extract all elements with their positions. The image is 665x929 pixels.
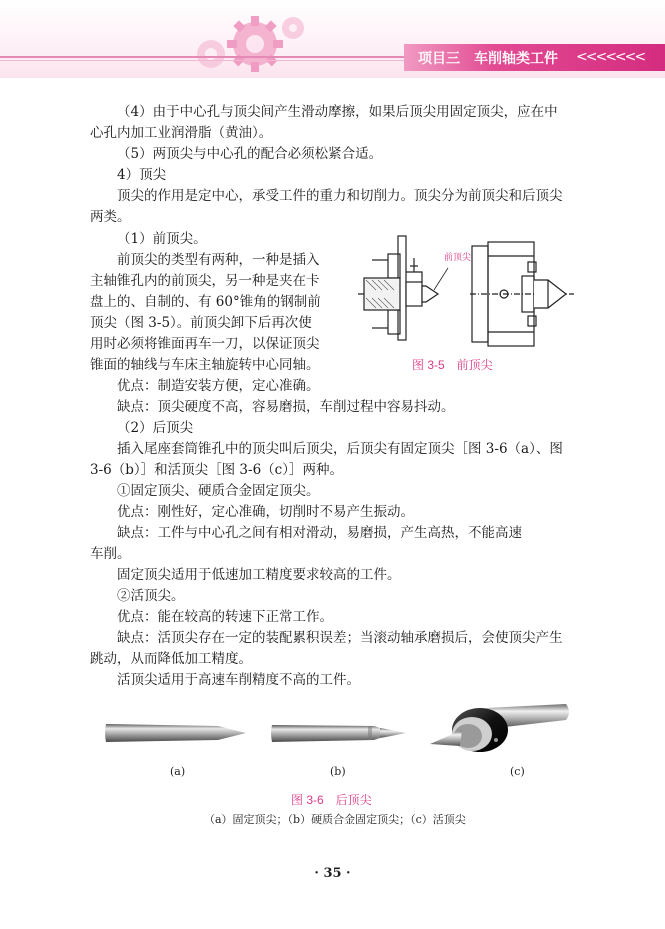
- heading-rear-center: （2）后顶尖: [117, 420, 194, 436]
- front-text-line2: 主轴锥孔内的前顶尖，另一种是夹在卡: [90, 273, 320, 289]
- live-disadvantages-line2: 跳动，从而降低加工精度。: [90, 651, 252, 667]
- center-intro-line1: 顶尖的作用是定中心，承受工件的重力和切削力。顶尖分为前顶尖和后顶尖: [117, 188, 563, 204]
- live-disadvantages-line1: 缺点：活顶尖存在一定的装配累积误差；当滚动轴承磨损后，会使顶尖产生: [117, 630, 563, 646]
- paragraph-5: （5）两顶尖与中心孔的配合必须松紧合适。: [117, 146, 383, 162]
- figure-3-5-callout: 前顶尖: [444, 252, 472, 262]
- figure-3-6-caption: 图 3-6 后顶尖: [291, 793, 372, 807]
- front-text-line4: 顶尖（图 3-5）。前顶尖卸下后再次使: [90, 315, 312, 331]
- heading-4-center: 4）顶尖: [117, 167, 167, 183]
- front-text-line6: 锥面的轴线与车床主轴旋转中心同轴。: [90, 357, 320, 373]
- rear-intro-line2: 3-6（b）］和活顶尖［图 3-6（c）］两种。: [90, 462, 343, 478]
- figure-3-6-label-c: (c): [510, 765, 525, 778]
- front-text-line1: 前顶尖的类型有两种，一种是插入: [117, 252, 320, 268]
- center-intro-line2: 两类。: [90, 209, 131, 225]
- live-center-photo: [430, 704, 569, 752]
- live-advantages: 优点：能在较高的转速下正常工作。: [117, 609, 333, 625]
- page-number: · 35 ·: [314, 866, 351, 881]
- figure-3-6-label-a: (a): [170, 765, 186, 778]
- gear-decoration-icon: [185, 4, 315, 76]
- paragraph-4-line2: 心孔内加工业润滑脂（黄油）。: [90, 125, 273, 141]
- project-number: 项目三: [418, 50, 460, 66]
- fixed-center-photo: [105, 724, 246, 742]
- chevrons-decoration: <<<<<<<: [576, 49, 645, 65]
- front-disadvantages: 缺点：顶尖硬度不高，容易磨损，车削过程中容易抖动。: [117, 399, 455, 415]
- front-text-line5: 用时必须将锥面再车一刀，以保证顶尖: [90, 336, 320, 352]
- figure-3-6-photos: [100, 702, 580, 764]
- front-advantages: 优点：制造安装方便，定心准确。: [117, 378, 320, 394]
- figure-3-6-label-b: (b): [330, 765, 346, 778]
- fixed-disadvantages-line2: 车削。: [90, 546, 131, 562]
- header-rule-thin: [0, 60, 420, 61]
- carbide-center-photo: [271, 725, 406, 742]
- heading-fixed-center: ①固定顶尖、硬质合金固定顶尖。: [117, 483, 320, 499]
- figure-3-5-drawing: [352, 232, 578, 347]
- figure-3-5-caption: 图 3-5 前顶尖: [412, 358, 493, 372]
- rear-intro-line1: 插入尾座套筒锥孔中的顶尖叫后顶尖，后顶尖有固定顶尖［图 3-6（a）、图: [117, 441, 563, 457]
- fixed-advantages: 优点：刚性好，定心准确，切削时不易产生振动。: [117, 504, 414, 520]
- fixed-usage: 固定顶尖适用于低速加工精度要求较高的工件。: [117, 567, 401, 583]
- chapter-title: [418, 47, 558, 69]
- heading-front-center: （1）前顶尖。: [117, 231, 207, 247]
- front-text-line3: 盘上的、自制的、有 60°锥角的钢制前: [90, 294, 321, 310]
- project-title: 车削轴类工件: [474, 50, 558, 66]
- heading-live-center: ②活顶尖。: [117, 588, 185, 604]
- figure-3-6-subcaption: （a）固定顶尖；（b）硬质合金固定顶尖；（c）活顶尖: [204, 813, 466, 826]
- live-usage: 活顶尖适用于高速车削精度不高的工件。: [117, 672, 360, 688]
- fixed-disadvantages-line1: 缺点：工件与中心孔之间有相对滑动，易磨损，产生高热，不能高速: [117, 525, 522, 541]
- paragraph-4-line1: （4）由于中心孔与顶尖间产生滑动摩擦，如果后顶尖用固定顶尖，应在中: [117, 104, 558, 120]
